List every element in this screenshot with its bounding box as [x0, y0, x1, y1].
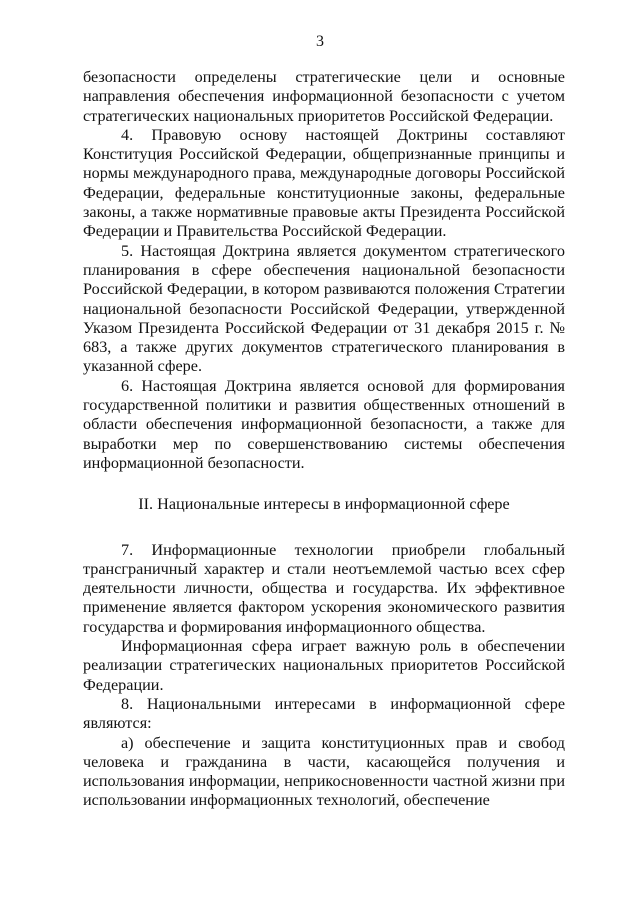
section-heading: II. Национальные интересы в информационной сфере [138, 495, 510, 514]
paragraph-7: 7. Информационные технологии приобрели глобальный трансграничный характер и стали неотъемлемой частью всех сфер деятельности личности, общества и государства. Их эффективное применение является фактором ускорения экономического развития государства и формирования информационного общества. [83, 540, 565, 636]
paragraph-8-item-a: а) обеспечение и защита конституционных прав и свобод человека и гражданина в части, касающейся получения и использования информации, неприкосновенности частной жизни при использовании информационных технологий, обеспечение [83, 733, 565, 810]
paragraph-5: 5. Настоящая Доктрина является документом стратегического планирования в сфере обеспечения национальной безопасности Российской Федерации, в котором развиваются положения Стратегии национальной безопасности Российской Федерации, утвержденной Указом Президента Российской Федерации от 31 декабря 2015 г. № 683, а также других документов стратегического планирования в указанной сфере. [83, 241, 565, 376]
page-number: 3 [316, 33, 324, 50]
document-body [83, 68, 565, 811]
paragraph-8: 8. Национальными интересами в информационной сфере являются: [83, 694, 565, 733]
paragraph-4: 4. Правовую основу настоящей Доктрины составляют Конституция Российской Федерации, общепризнанные принципы и нормы международного права, международные договоры Российской Федерации, федеральные конституционные законы, федеральные законы, а также нормативные правовые акты Президента Российской Федерации и Правительства Российской Федерации. [83, 125, 565, 241]
paragraph-continuation: безопасности определены стратегические цели и основные направления обеспечения информационной безопасности с учетом стратегических национальных приоритетов Российской Федерации. [83, 68, 565, 125]
paragraph-6: 6. Настоящая Доктрина является основой для формирования государственной политики и развития общественных отношений в области обеспечения информационной безопасности, а также для выработки мер по совершенствованию системы обеспечения информационной безопасности. [83, 376, 565, 472]
paragraph-7-continued: Информационная сфера играет важную роль в обеспечении реализации стратегических национальных приоритетов Российской Федерации. [83, 637, 565, 694]
